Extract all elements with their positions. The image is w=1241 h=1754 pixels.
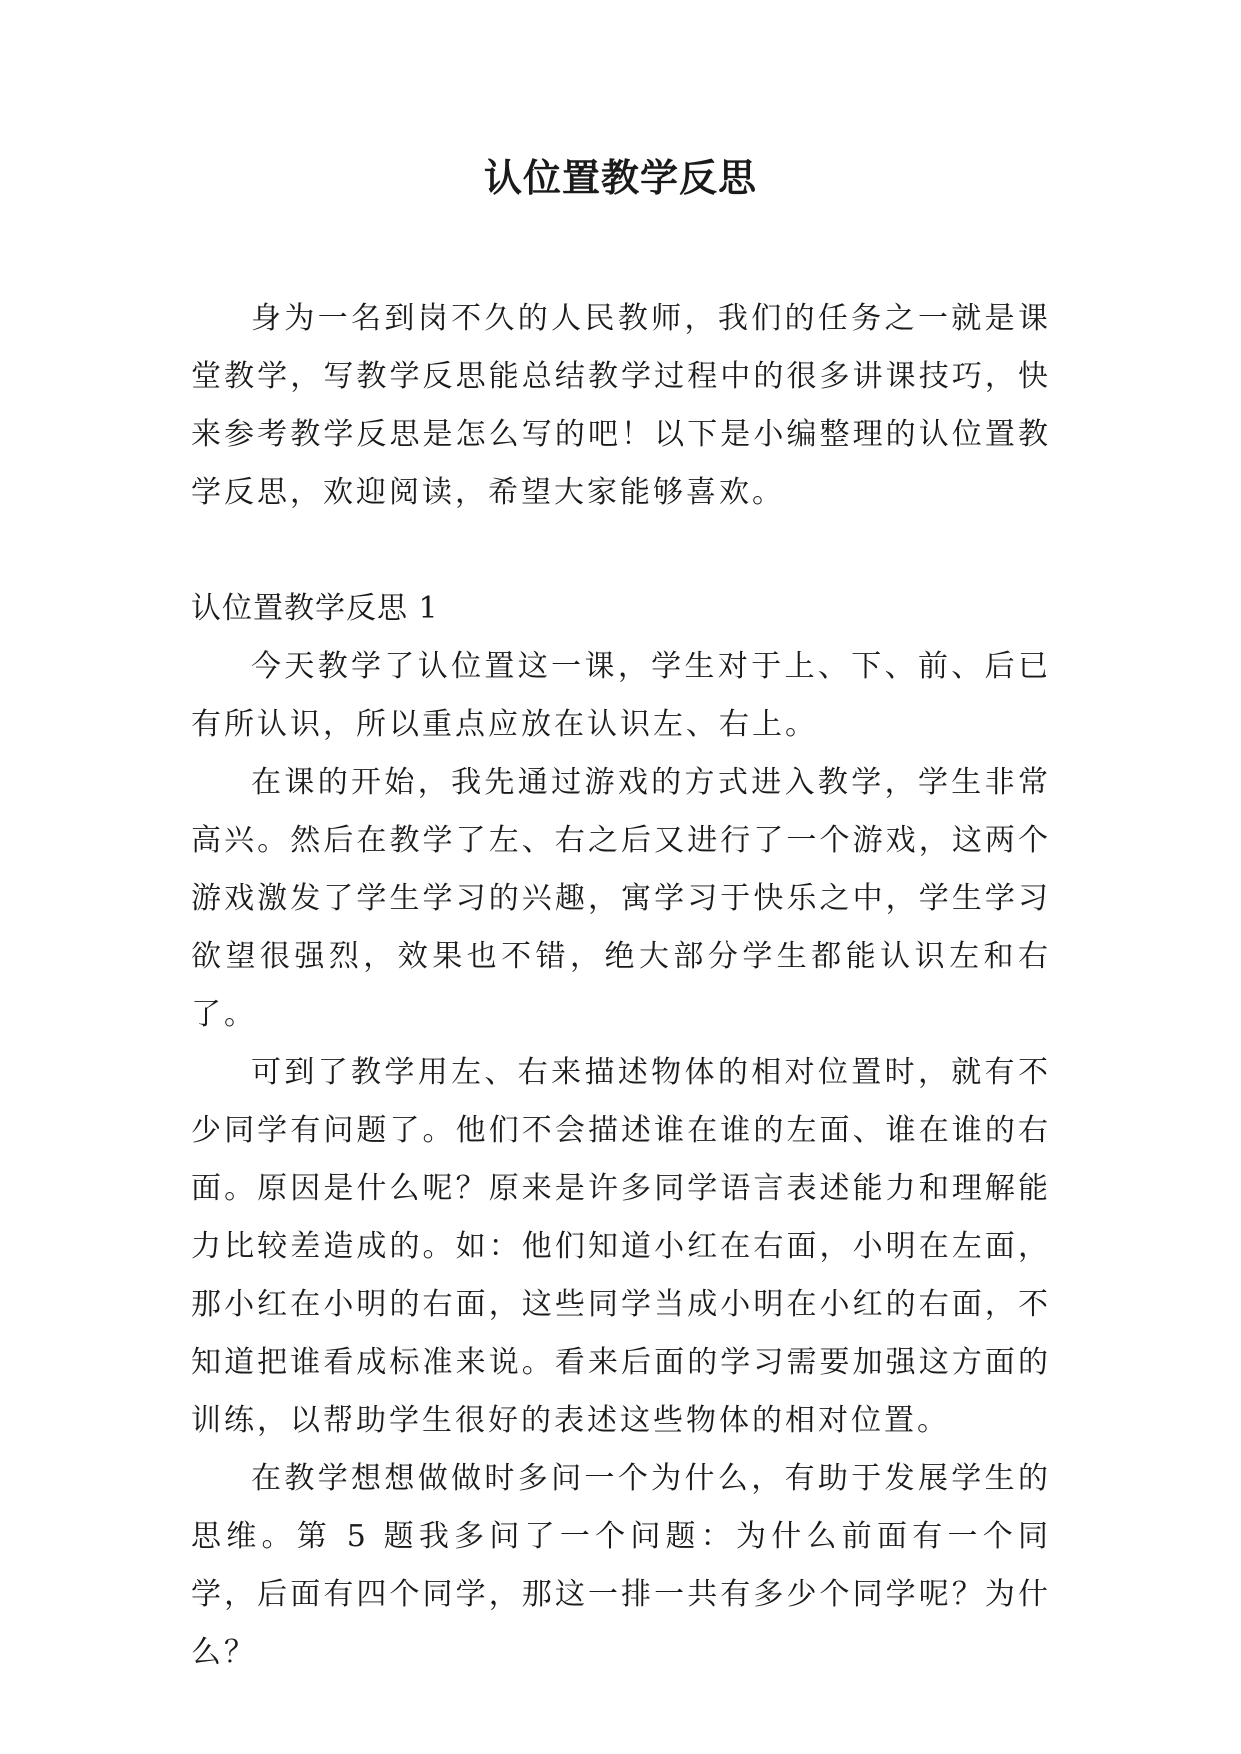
body-paragraph: 在教学想想做做时多问一个为什么，有助于发展学生的思维。第 5 题我多问了一个问题：为什么前面有一个同学，后面有四个同学，那这一排一共有多少个同学呢？为什么？ (191, 1461, 1051, 1670)
document-title: 认位置教学反思 (483, 156, 757, 200)
body-paragraph: 今天教学了认位置这一课，学生对于上、下、前、后已有所认识，所以重点应放在认识左、右上。 (191, 649, 1051, 742)
document-body (191, 290, 1051, 1682)
intro-paragraph: 身为一名到岗不久的人民教师，我们的任务之一就是课堂教学，写教学反思能总结教学过程中的很多讲课技巧，快来参考教学反思是怎么写的吧！以下是小编整理的认位置教学反思，欢迎阅读，希望大家能够喜欢。 (191, 301, 1051, 510)
body-paragraph: 在课的开始，我先通过游戏的方式进入教学，学生非常高兴。然后在教学了左、右之后又进行了一个游戏，这两个游戏激发了学生学习的兴趣，寓学习于快乐之中，学生学习欲望很强烈，效果也不错，绝大部分学生都能认识左和右了。 (191, 765, 1051, 1032)
section-heading: 认位置教学反思 1 (191, 591, 439, 626)
body-paragraph: 可到了教学用左、右来描述物体的相对位置时，就有不少同学有问题了。他们不会描述谁在谁的左面、谁在谁的右面。原因是什么呢？原来是许多同学语言表述能力和理解能力比较差造成的。如：他们知道小红在右面，小明在左面，那小红在小明的右面，这些同学当成小明在小红的右面，不知道把谁看成标准来说。看来后面的学习需要加强这方面的训练，以帮助学生很好的表述这些物体的相对位置。 (191, 1055, 1051, 1438)
